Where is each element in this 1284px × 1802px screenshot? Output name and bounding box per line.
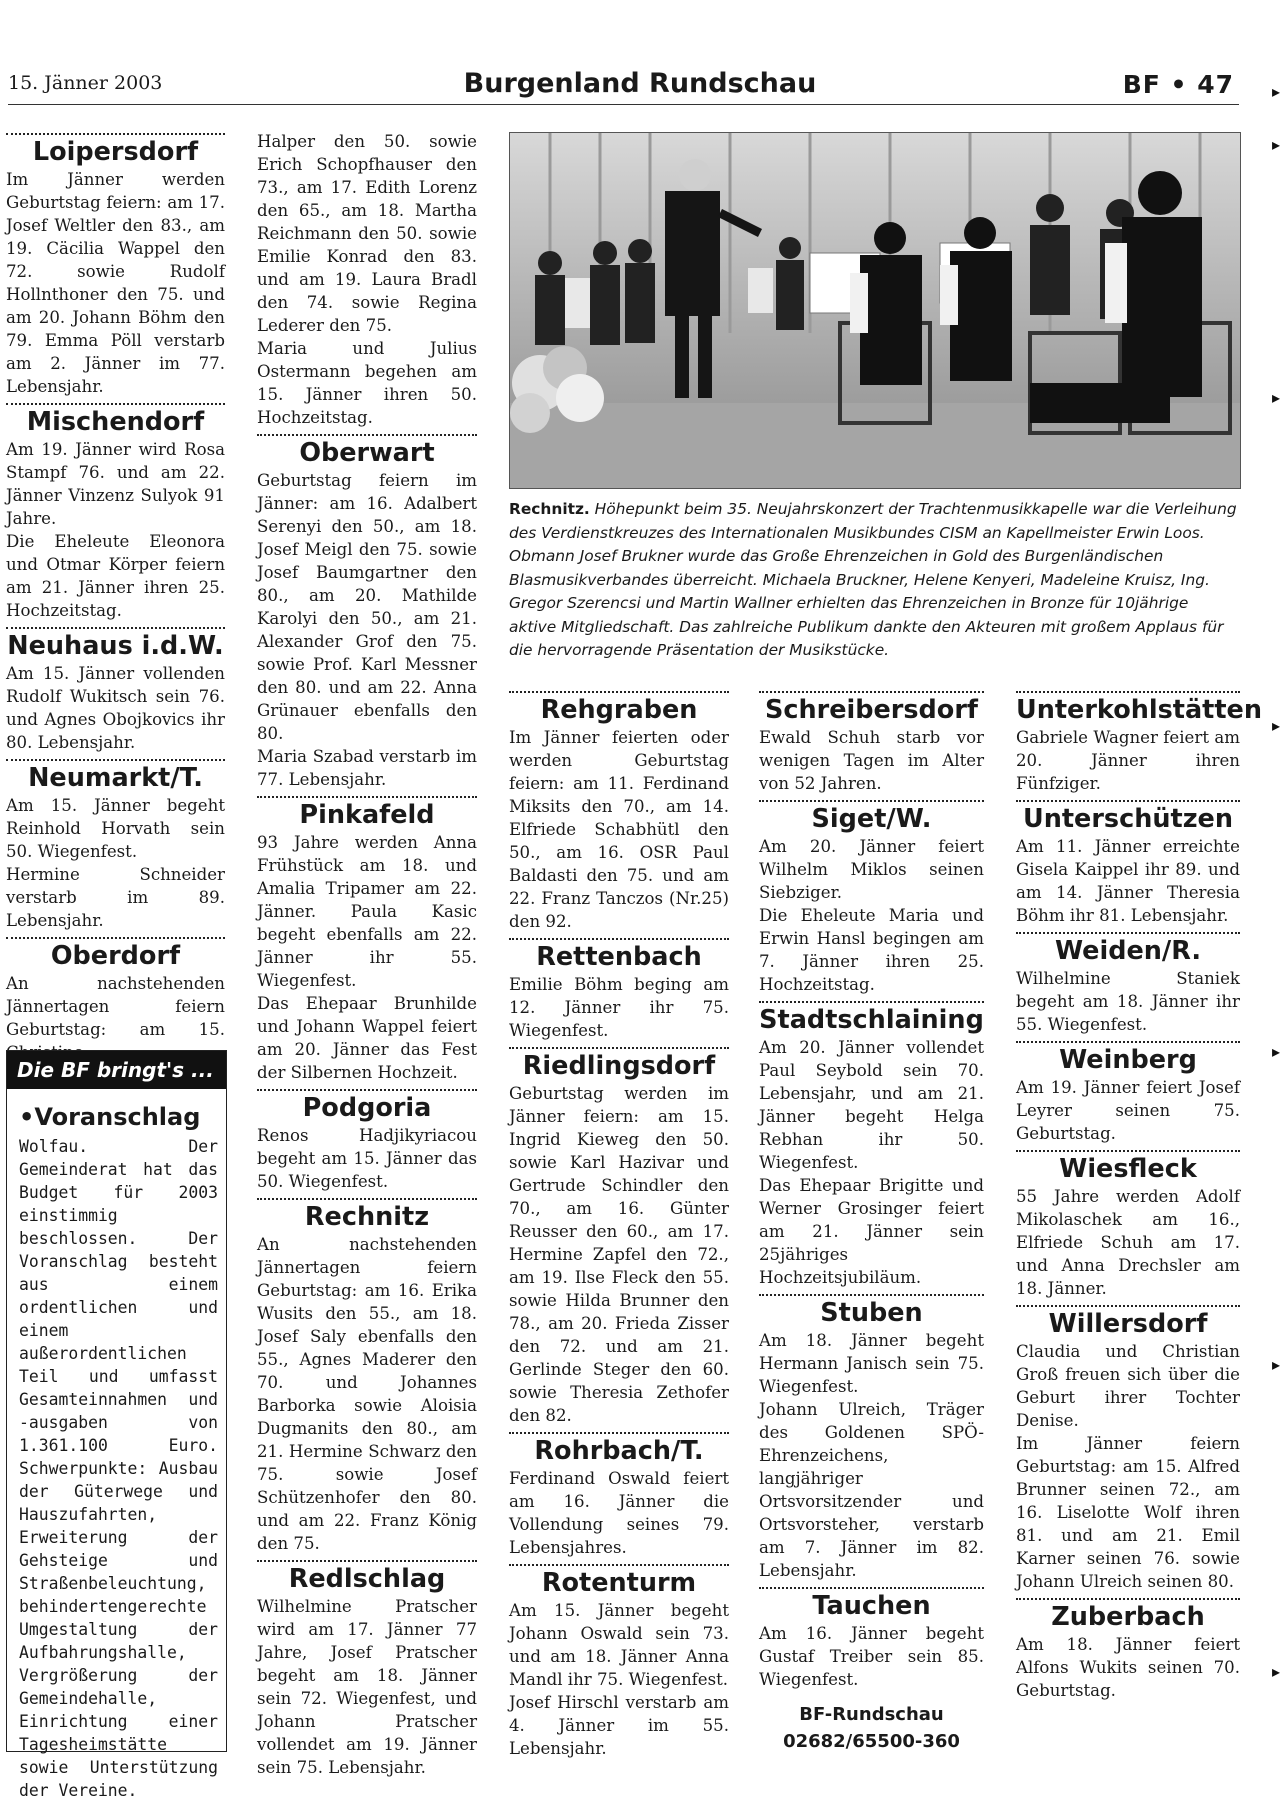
divider [1016, 1598, 1240, 1600]
divider [759, 1294, 984, 1296]
divider [257, 1560, 477, 1562]
section-title: Stadtschlaining [759, 1005, 984, 1035]
section-title: Weiden/R. [1054, 936, 1202, 966]
divider [1016, 1150, 1240, 1152]
section-text: Wilhelmine Staniek begeht am 18. Jänner ihr 55. Wiegenfest. [1016, 969, 1240, 1034]
section-text: Am 11. Jänner erreichte Gisela Kaippel ihr 89. und am 14. Jänner Theresia Böhm ihr 81. Lebensjahr. [1016, 837, 1240, 925]
section-text: Am 15. Jänner begeht Johann Oswald sein 73. und am 18. Jänner Anna Mandl ihr 75. Wiegenfest. [509, 1601, 729, 1689]
section-text: Am 15. Jänner vollenden Rudolf Wukitsch sein 76. und Agnes Obojkovics ihr 80. Lebensjahr. [6, 664, 225, 752]
divider [6, 627, 225, 629]
divider [1016, 1305, 1240, 1307]
section-text: Johann Ulreich, Träger des Goldenen SPÖ-Ehrenzeichens, langjähriger Ortsvorsitzender und Ortsvorsteher, verstarb am 7. Jänner im 82. Lebensjahr. [759, 1400, 984, 1580]
section-text: Renos Hadjikyriacou begeht am 15. Jänner das 50. Wiegenfest. [257, 1126, 477, 1191]
divider [6, 403, 225, 405]
divider [6, 759, 225, 761]
section-title: Rettenbach [536, 942, 702, 972]
section-text: Das Ehepaar Brigitte und Werner Grosinger feiert am 21. Jänner sein 25jähriges Hochzeitsjubiläum. [759, 1176, 984, 1287]
divider [509, 691, 729, 693]
divider [257, 1089, 477, 1091]
section-text: An nachstehenden Jännertagen feiern Geburtstag: am 16. Erika Wusits den 55., am 18. Josef Saly ebenfalls den 55., Agnes Maderer den 70. und Johannes Barborka sowie Aloisia Dugmanits den 80., am 21. Hermine Schwarz den 75. sowie Josef Schützenhofer den 80. und am 22. Franz König den 75. [257, 1235, 477, 1553]
section-text: Ewald Schuh starb vor wenigen Tagen im Alter von 52 Jahren. [759, 728, 984, 793]
section-text: Die Eheleute Maria und Erwin Hansl begingen am 7. Jänner ihren 25. Hochzeitstag. [759, 906, 984, 994]
section-title: Tauchen [812, 1591, 931, 1621]
section-text: Josef Hirschl verstarb am 4. Jänner im 55. Lebensjahr. [509, 1693, 729, 1758]
divider [759, 1001, 984, 1003]
section-text: Am 18. Jänner feiert Alfons Wukits seinen 70. Geburtstag. [1016, 1635, 1240, 1700]
section-text: Am 15. Jänner begeht Reinhold Horvath sein 50. Wiegenfest. [6, 796, 225, 861]
divider [1016, 932, 1240, 934]
section-text: Ferdinand Oswald feiert am 16. Jänner die Vollendung seines 79. Lebensjahres. [509, 1469, 729, 1557]
section-text: Maria Szabad verstarb im 77. Lebensjahr. [257, 747, 477, 789]
contact-block [759, 1701, 984, 1755]
section-title: Siget/W. [811, 804, 932, 834]
divider [759, 691, 984, 693]
section-title: Schreibersdorf [765, 695, 978, 725]
section-title: Neumarkt/T. [28, 763, 203, 793]
section-title: Redlschlag [288, 1564, 446, 1594]
section-text: Die Eheleute Eleonora und Otmar Körper feiern am 21. Jänner ihren 25. Hochzeitstag. [6, 532, 225, 620]
section-text: Am 16. Jänner begeht Gustaf Treiber sein 85. Wiegenfest. [759, 1624, 984, 1689]
section-text: Am 18. Jänner begeht Hermann Janisch sein 75. Wiegenfest. [759, 1331, 984, 1396]
divider [257, 796, 477, 798]
section-title: Weinberg [1059, 1045, 1197, 1075]
scan-mark: ▸ [1271, 1042, 1280, 1061]
section-title: Riedlingsdorf [522, 1051, 716, 1081]
divider [759, 800, 984, 802]
section-text: Emilie Böhm beging am 12. Jänner ihr 75. Wiegenfest. [509, 975, 729, 1040]
divider [509, 1047, 729, 1049]
section-text: Geburtstag werden im Jänner feiern: am 15. Ingrid Kieweg den 50. sowie Karl Hazivar und Gertrude Schindler den 70., am 16. Günter Reusser den 60., am 17. Hermine Zapfel den 72., am 19. Ilse Fleck den 55. sowie Hilda Brunner den 78., am 20. Frieda Zisser den 72. und am 21. Gerlinde Steger den 60. sowie Theresia Zethofer den 82. [509, 1084, 729, 1425]
divider [257, 434, 477, 436]
scan-mark: ▸ [1271, 716, 1280, 735]
divider [759, 1587, 984, 1589]
section-text: 55 Jahre werden Adolf Mikolaschek am 16., Elfriede Schuh am 17. und Anna Drechsler am 18. Jänner. [1016, 1187, 1240, 1298]
caption-text: Höhepunkt beim 35. Neujahrskonzert der Trachtenmusikkapelle war die Verleihung des Verdienstkreuzes des Internationalen Musikbundes CISM an Kapellmeister Erwin Loos. Obmann Josef Brukner wurde das Große Ehrenzeichen in Gold des Burgenländischen Blasmusikverbandes überreicht. Michaela Bruckner, Helene Kenyeri, Madeleine Kruisz, Ing. Gregor Szerencsi und Martin Wallner erhielten das Ehrenzeichen in Bronze für 10jährige aktive Mitgliedschaft. Das zahlreiche Publikum dankte den Akteuren mit großem Applaus für die hervorragende Präsentation der Musikstücke. [509, 500, 1237, 659]
section-title: Mischendorf [26, 407, 205, 437]
photo-caption [509, 498, 1239, 663]
column-1 [6, 128, 225, 1064]
info-box-header: Die BF bringt's ... [7, 1051, 226, 1089]
section-title: Stuben [820, 1298, 923, 1328]
column-3 [509, 686, 729, 1760]
section-title: Podgoria [302, 1093, 432, 1123]
section-text: Hermine Schneider verstarb im 89. Lebensjahr. [6, 865, 225, 930]
contact-name: BF-Rundschau [799, 1704, 944, 1725]
contact-phone: 02682/65500-360 [783, 1731, 960, 1752]
section-title: Willersdorf [1048, 1309, 1208, 1339]
info-box-text: Wolfau. Der Gemeinderat hat das Budget für 2003 einstimmig beschlossen. Der Voranschlag besteht aus einem ordentlichen und einem außerordentlichen Teil und umfasst Gesamteinnahmen und -ausgaben von 1.361.100 Euro. Schwerpunkte: Ausbau der Güterwege und Hauszufahrten, Erweiterung der Gehsteige und Straßenbeleuchtung, behindertengerechte Umgestaltung der Aufbahrungshalle, Vergrößerung der Gemeindehalle, Einrichtung einer Tagesheimstätte sowie Unterstützung der Vereine. [19, 1137, 218, 1800]
section-title: Unterkohlstätten [1016, 695, 1263, 725]
section-text: Das Ehepaar Brunhilde und Johann Wappel feiert am 20. Jänner das Fest der Silbernen Hochzeit. [257, 994, 477, 1082]
divider [257, 1198, 477, 1200]
section-title: Rechnitz [304, 1202, 430, 1232]
divider [1016, 691, 1240, 693]
concert-photo-image [510, 133, 1240, 488]
section-title: Rotenturm [541, 1568, 697, 1598]
section-title: Rohrbach/T. [534, 1436, 704, 1466]
section-text: Geburtstag feiern im Jänner: am 16. Adalbert Serenyi den 50., am 18. Josef Meigl den 75. sowie Josef Baumgartner den 80., am 20. Mathilde Karolyi den 50., am 21. Alexander Grof den 75. sowie Prof. Karl Messner den 80. und am 22. Anna Grünauer ebenfalls den 80. [257, 471, 477, 743]
section-title: Wiesfleck [1059, 1154, 1197, 1184]
divider [6, 937, 225, 939]
divider [509, 1564, 729, 1566]
page-number: BF • 47 [1122, 70, 1234, 99]
section-title: Neuhaus i.d.W. [7, 631, 224, 661]
section-text: Am 20. Jänner feiert Wilhelm Miklos seinen Siebziger. [759, 837, 984, 902]
column-2 [257, 130, 477, 1779]
section-text: Im Jänner feierten oder werden Geburtstag feiern: am 11. Ferdinand Miksits den 70., am 14. Elfriede Schabhütl den 50., am 16. OSR Paul Baldasti den 75. und am 22. Franz Tanczos (Nr.25) den 92. [509, 728, 729, 931]
section-text: Claudia und Christian Groß freuen sich über die Geburt ihrer Tochter Denise. [1016, 1342, 1240, 1430]
column-4 [759, 686, 984, 1755]
section-text: Am 19. Jänner wird Rosa Stampf 76. und am 22. Jänner Vinzenz Sulyok 91 Jahre. [6, 440, 225, 528]
section-text: Halper den 50. sowie Erich Schopfhauser den 73., am 17. Edith Lorenz den 65., am 18. Martha Reichmann den 50. sowie Emilie Konrad den 83. und am 19. Laura Bradl den 74. sowie Regina Lederer den 75. [257, 132, 477, 335]
column-5 [1016, 686, 1263, 1702]
divider [509, 938, 729, 940]
section-title: Loipersdorf [32, 137, 199, 167]
section-title: Unterschützen [1022, 804, 1233, 834]
section-title: Rehgraben [540, 695, 698, 725]
scan-mark: ▸ [1271, 82, 1280, 101]
header-rule [8, 104, 1239, 105]
section-text: Im Jänner feiern Geburtstag: am 15. Alfred Brunner seinen 72., am 16. Liselotte Wolf ihren 81. und am 21. Emil Karner seinen 76. sowie Johann Ulreich seinen 80. [1016, 1434, 1240, 1591]
section-title: Oberwart [299, 438, 435, 468]
divider [509, 1432, 729, 1434]
newspaper-title: Burgenland Rundschau [463, 68, 817, 99]
divider [1016, 1041, 1240, 1043]
caption-lead: Rechnitz. [509, 500, 590, 518]
section-title: Pinkafeld [299, 800, 435, 830]
issue-date: 15. Jänner 2003 [8, 72, 163, 94]
section-text: 93 Jahre werden Anna Frühstück am 18. und Amalia Tripamer am 22. Jänner. Paula Kasic begeht ebenfalls am 22. Jänner ihr 55. Wiegenfest. [257, 833, 477, 990]
section-text: Gabriele Wagner feiert am 20. Jänner ihren Fünfziger. [1016, 728, 1240, 793]
divider [6, 133, 225, 135]
info-box [6, 1050, 227, 1800]
info-box-title: •Voranschlag [19, 1103, 201, 1131]
section-text: Am 20. Jänner vollendet Paul Seybold sein 70. Lebensjahr, und am 21. Jänner begeht Helga Rebhan ihr 50. Wiegenfest. [759, 1038, 984, 1172]
section-title: Oberdorf [50, 941, 181, 971]
scan-mark: ▸ [1271, 135, 1280, 154]
section-text: Am 19. Jänner feiert Josef Leyrer seinen 75. Geburtstag. [1016, 1078, 1240, 1143]
section-title: Zuberbach [1051, 1602, 1205, 1632]
scan-mark: ▸ [1271, 1662, 1280, 1681]
section-text: Maria und Julius Ostermann begehen am 15. Jänner ihren 50. Hochzeitstag. [257, 339, 477, 427]
section-text: Im Jänner werden Geburtstag feiern: am 17. Josef Weltler den 83., am 19. Cäcilia Wappel den 72. sowie Rudolf Hollnthoner den 75. und am 20. Johann Böhm den 79. Emma Pöll verstarb am 2. Jänner im 77. Lebensjahr. [6, 170, 225, 396]
section-text: Wilhelmine Pratscher wird am 17. Jänner 77 Jahre, Josef Pratscher begeht am 18. Jänner sein 72. Wiegenfest, und Johann Pratscher vollendet am 19. Jänner sein 75. Lebensjahr. [257, 1597, 477, 1777]
scan-mark: ▸ [1271, 388, 1280, 407]
concert-photo [509, 132, 1241, 489]
divider [1016, 800, 1240, 802]
scan-mark: ▸ [1271, 1355, 1280, 1374]
section-text: An nachstehenden Jännertagen feiern Geburtstag: am 15. [6, 974, 225, 1039]
